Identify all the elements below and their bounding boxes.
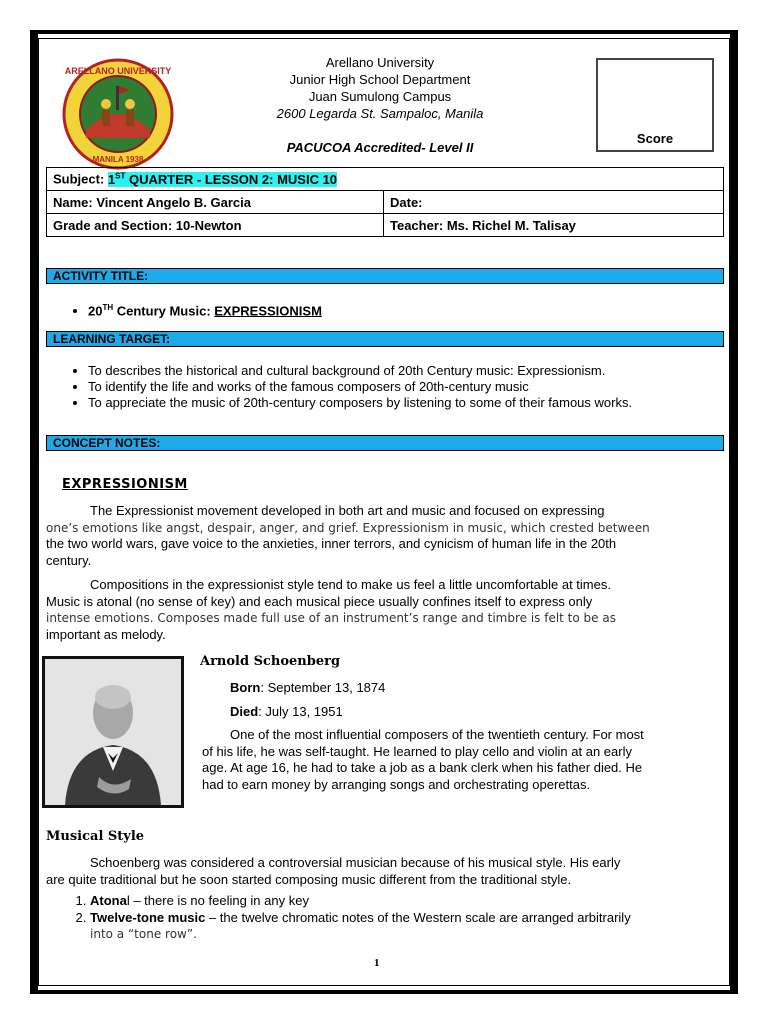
text-line: Music is atonal (no sense of key) and each musical piece usually confines itself to express only bbox=[46, 593, 593, 609]
subject-label: Subject: bbox=[53, 171, 105, 187]
university-name: Arellano University bbox=[325, 55, 435, 70]
text-line: had to earn money by arranging songs and orchestrating operettas. bbox=[202, 776, 591, 792]
learning-target-header: LEARNING TARGET: bbox=[46, 331, 724, 347]
composer-name: Arnold Schoenberg bbox=[200, 654, 341, 669]
target-item: • To appreciate the music of 20th-century composers by listening to some of their famous works. bbox=[88, 395, 632, 411]
composer-born bbox=[230, 680, 385, 695]
born-label: Born bbox=[230, 680, 261, 695]
style-item-term: Twelve-tone music bbox=[90, 909, 206, 925]
school-header bbox=[230, 54, 530, 122]
subject-value: 1ST QUARTER - LESSON 2: MUSIC 10 bbox=[107, 171, 338, 187]
musical-style-paragraph bbox=[46, 855, 718, 888]
text-line: age. At age 16, he had to take a job as a bank clerk when his father died. He bbox=[202, 760, 643, 775]
concept-paragraph-2 bbox=[46, 577, 718, 643]
musical-style-heading: Musical Style bbox=[46, 829, 145, 844]
activity-title-header: ACTIVITY TITLE: bbox=[46, 268, 724, 284]
university-seal-logo bbox=[62, 58, 174, 170]
style-item-desc-cont: into a “tone row”. bbox=[90, 927, 197, 941]
text-line: One of the most influential composers of the twentieth century. For most bbox=[230, 727, 644, 742]
campus-name: Juan Sumulong Campus bbox=[308, 89, 452, 104]
department-name: Junior High School Department bbox=[289, 72, 471, 87]
learning-target-list bbox=[64, 363, 632, 411]
style-item bbox=[90, 910, 730, 943]
concept-notes-header: CONCEPT NOTES: bbox=[46, 435, 724, 451]
page-border-left bbox=[30, 30, 38, 994]
style-item-desc: – the twelve chromatic notes of the Western scale are arranged arbitrarily bbox=[205, 909, 631, 925]
text-line: Schoenberg was considered a controversial musician because of his musical style. His early bbox=[90, 855, 621, 870]
date-cell: Date: bbox=[384, 191, 724, 214]
text-line: the two world wars, gave voice to the anxieties, inner terrors, and cynicism of human life in the 20th bbox=[46, 536, 617, 551]
composer-portrait-photo bbox=[42, 656, 184, 808]
activity-topic-list bbox=[64, 300, 322, 319]
text-line: of his life, he was self-taught. He learned to play cello and violin at an early bbox=[202, 743, 632, 759]
activity-topic-text: Century Music: bbox=[113, 303, 215, 319]
concept-paragraph-1 bbox=[46, 503, 718, 569]
grade-section-cell: Grade and Section: 10-Newton bbox=[47, 214, 384, 237]
teacher-cell: Teacher: Ms. Richel M. Talisay bbox=[384, 214, 724, 237]
died-label: Died bbox=[230, 704, 259, 719]
page-border-bottom bbox=[30, 990, 738, 994]
activity-topic-sup: TH bbox=[102, 303, 114, 312]
svg-text:MANILA 1938: MANILA 1938 bbox=[92, 155, 144, 164]
svg-text:ARELLANO UNIVERSITY: ARELLANO UNIVERSITY bbox=[64, 66, 172, 76]
accreditation-text: PACUCOA Accredited- Level II bbox=[286, 140, 474, 155]
musical-style-list bbox=[46, 893, 730, 943]
activity-topic-number: 20 bbox=[88, 303, 103, 319]
target-item: • To identify the life and works of the famous composers of 20th-century music bbox=[88, 379, 632, 395]
page-border-right bbox=[730, 30, 738, 994]
text-line: intense emotions. Composes made full use of an instrument’s range and timbre is felt to be as bbox=[46, 611, 616, 625]
concept-title: EXPRESSIONISM bbox=[62, 477, 188, 492]
composer-bio bbox=[202, 727, 722, 793]
school-address: 2600 Legarda St. Sampaloc, Manila bbox=[276, 106, 484, 121]
name-cell: Name: Vincent Angelo B. Garcia bbox=[47, 191, 384, 214]
score-box bbox=[596, 58, 714, 152]
style-item-term: Atona bbox=[90, 893, 127, 908]
page-number: 1 bbox=[374, 957, 380, 969]
student-info-table bbox=[46, 167, 724, 237]
activity-topic bbox=[88, 300, 322, 319]
died-value: : July 13, 1951 bbox=[258, 704, 343, 719]
text-line: important as melody. bbox=[46, 626, 166, 642]
text-line: one’s emotions like angst, despair, anger, and grief. Expressionism in music, which crested between bbox=[46, 520, 650, 535]
style-item-desc: l – there is no feeling in any key bbox=[126, 893, 309, 908]
text-line: The Expressionist movement developed in both art and music and focused on expressing bbox=[90, 503, 605, 518]
score-label: Score bbox=[636, 131, 674, 146]
subject-cell bbox=[47, 168, 724, 191]
style-item bbox=[90, 893, 730, 910]
text-line: Compositions in the expressionist style tend to make us feel a little uncomfortable at times. bbox=[90, 577, 611, 592]
text-line: are quite traditional but he soon started composing music different from the traditional style. bbox=[46, 871, 572, 887]
target-item: • To describes the historical and cultural background of 20th Century music: Expressionism. bbox=[88, 363, 632, 379]
born-value: : September 13, 1874 bbox=[260, 680, 386, 695]
text-line: century. bbox=[46, 552, 92, 568]
composer-died bbox=[230, 704, 343, 719]
page-border-top bbox=[30, 30, 738, 34]
activity-topic-name: EXPRESSIONISM bbox=[214, 303, 322, 319]
